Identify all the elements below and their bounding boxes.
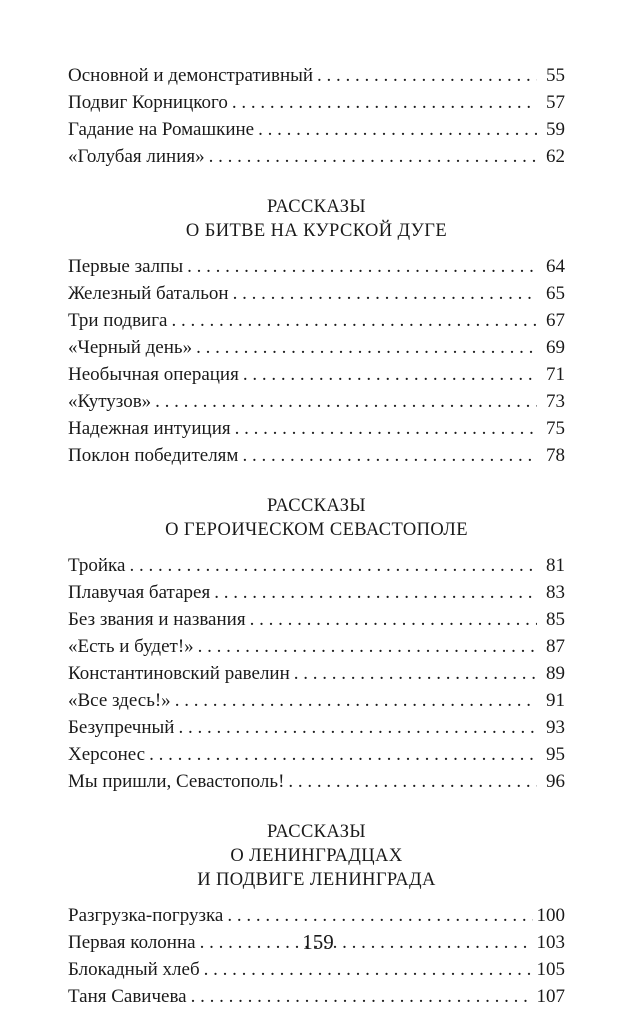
entry-title: «Есть и будет!»	[68, 636, 194, 657]
toc-group-leningrad	[68, 902, 565, 1010]
entry-page: 100	[536, 905, 565, 926]
entry-title: Надежная интуиция	[68, 418, 231, 439]
dot-leader	[233, 280, 537, 307]
entry-title: Тройка	[68, 555, 126, 576]
toc-entry	[68, 361, 565, 388]
dot-leader	[243, 361, 537, 388]
dot-leader	[155, 388, 537, 415]
toc-group-sevastopol	[68, 552, 565, 795]
entry-page: 55	[546, 65, 565, 86]
dot-leader	[191, 983, 533, 1010]
toc-entry	[68, 116, 565, 143]
heading-line: РАССКАЗЫ	[267, 197, 366, 217]
dot-leader	[178, 714, 537, 741]
toc-entry	[68, 89, 565, 116]
entry-page: 59	[546, 119, 565, 140]
entry-page: 93	[546, 717, 565, 738]
toc-entry	[68, 660, 565, 687]
entry-title: Три подвига	[68, 310, 168, 331]
dot-leader	[250, 606, 537, 633]
entry-title: Основной и демонстративный	[68, 65, 314, 86]
heading-line: О БИТВЕ НА КУРСКОЙ ДУГЕ	[185, 221, 448, 241]
toc-entry	[68, 956, 565, 983]
dot-leader	[235, 415, 537, 442]
dot-leader	[209, 143, 537, 170]
dot-leader	[196, 334, 537, 361]
toc-group-kursk	[68, 253, 565, 469]
toc-entry	[68, 687, 565, 714]
dot-leader	[175, 687, 537, 714]
dot-leader	[129, 552, 537, 579]
entry-title: Необычная операция	[68, 364, 239, 385]
entry-title: Первая колонна	[68, 932, 196, 953]
toc-entry	[68, 280, 565, 307]
entry-title: Первые залпы	[68, 256, 184, 277]
dot-leader	[294, 660, 537, 687]
entry-title: Таня Савичева	[68, 986, 187, 1007]
entry-page: 67	[546, 310, 565, 331]
toc-entry	[68, 307, 565, 334]
section-heading-leningrad	[68, 820, 565, 892]
entry-page: 57	[546, 92, 565, 113]
entry-title: Без звания и названия	[68, 609, 246, 630]
dot-leader	[258, 116, 537, 143]
heading-line: РАССКАЗЫ	[267, 822, 366, 842]
entry-page: 83	[546, 582, 565, 603]
toc-entry	[68, 253, 565, 280]
entry-page: 75	[546, 418, 565, 439]
entry-title: Подвиг Корницкого	[68, 92, 228, 113]
dot-leader	[149, 741, 537, 768]
entry-page: 64	[546, 256, 565, 277]
dot-leader	[317, 62, 537, 89]
entry-title: Поклон победителям	[68, 445, 239, 466]
entry-page: 69	[546, 337, 565, 358]
heading-line: РАССКАЗЫ	[267, 496, 366, 516]
entry-title: «Все здесь!»	[68, 690, 171, 711]
toc-entry	[68, 741, 565, 768]
entry-title: Гадание на Ромашкине	[68, 119, 255, 140]
toc-entry	[68, 633, 565, 660]
toc-entry	[68, 334, 565, 361]
entry-page: 105	[536, 959, 565, 980]
toc-group-continuation	[68, 62, 565, 170]
heading-line: О ЛЕНИНГРАДЦАХ	[230, 846, 403, 866]
entry-title: «Кутузов»	[68, 391, 152, 412]
entry-page: 71	[546, 364, 565, 385]
entry-page: 87	[546, 636, 565, 657]
toc-entry	[68, 552, 565, 579]
entry-title: «Голубая линия»	[68, 146, 205, 167]
toc-entry	[68, 902, 565, 929]
entry-title: Блокадный хлеб	[68, 959, 200, 980]
entry-title: Константиновский равелин	[68, 663, 290, 684]
dot-leader	[171, 307, 537, 334]
entry-title: «Черный день»	[68, 337, 193, 358]
heading-line: И ПОДВИГЕ ЛЕНИНГРАДА	[197, 870, 436, 890]
toc-entry	[68, 579, 565, 606]
entry-title: Плавучая батарея	[68, 582, 211, 603]
table-of-contents	[68, 62, 565, 1010]
toc-entry	[68, 143, 565, 170]
entry-title: Херсонес	[68, 744, 146, 765]
entry-page: 81	[546, 555, 565, 576]
toc-entry	[68, 983, 565, 1010]
dot-leader	[198, 633, 537, 660]
entry-page: 95	[546, 744, 565, 765]
heading-line: О ГЕРОИЧЕСКОМ СЕВАСТОПОЛЕ	[165, 520, 468, 540]
toc-entry	[68, 415, 565, 442]
dot-leader	[288, 768, 537, 795]
entry-page: 107	[536, 986, 565, 1007]
dot-leader	[232, 89, 537, 116]
entry-page: 73	[546, 391, 565, 412]
toc-entry	[68, 62, 565, 89]
section-heading-kursk	[68, 195, 565, 243]
page-number: 159	[302, 930, 334, 954]
entry-page: 89	[546, 663, 565, 684]
entry-title: Мы пришли, Севастополь!	[68, 771, 285, 792]
entry-page: 65	[546, 283, 565, 304]
dot-leader	[227, 902, 532, 929]
entry-page: 78	[546, 445, 565, 466]
toc-entry	[68, 606, 565, 633]
entry-page: 96	[546, 771, 565, 792]
entry-page: 91	[546, 690, 565, 711]
entry-title: Безупречный	[68, 717, 175, 738]
entry-page: 62	[546, 146, 565, 167]
dot-leader	[204, 956, 533, 983]
toc-entry	[68, 388, 565, 415]
dot-leader	[187, 253, 537, 280]
entry-page: 103	[536, 932, 565, 953]
dot-leader	[242, 442, 537, 469]
entry-title: Разгрузка-погрузка	[68, 905, 224, 926]
toc-entry	[68, 714, 565, 741]
entry-title: Железный батальон	[68, 283, 229, 304]
entry-page: 85	[546, 609, 565, 630]
dot-leader	[214, 579, 537, 606]
section-heading-sevastopol	[68, 494, 565, 542]
toc-entry	[68, 442, 565, 469]
toc-entry	[68, 768, 565, 795]
